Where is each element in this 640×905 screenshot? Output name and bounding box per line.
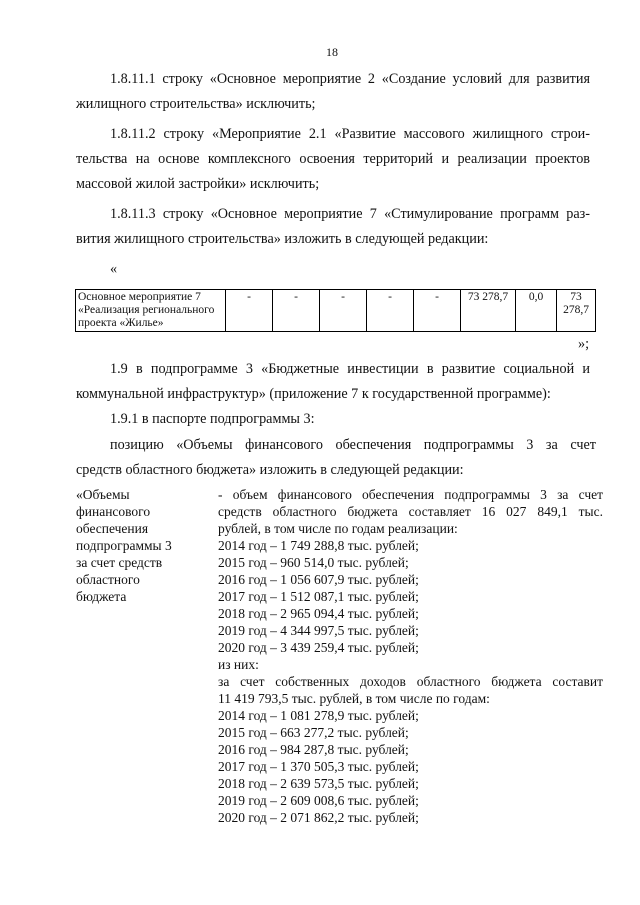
year-own-line: 2017 год – 1 370 505,3 тыс. рублей; (218, 759, 419, 774)
left-col-line: обеспечения (76, 521, 149, 536)
year-total-line: 2019 год – 4 344 997,5 тыс. рублей; (218, 623, 419, 638)
left-col-line: областного (76, 572, 140, 587)
close-quote: »; (578, 336, 590, 352)
para-1-9-line1: 1.9 в подпрограмме 3 «Бюджетные инвестиции в развитие социальной и (110, 361, 590, 377)
table-cell-2: - (273, 290, 320, 332)
year-total-line: 2017 год – 1 512 087,1 тыс. рублей; (218, 589, 419, 604)
para-1-9-line2: коммунальной инфраструктур» (приложение 7 к государственной программе): (76, 386, 551, 402)
year-total-line: 2014 год – 1 749 288,8 тыс. рублей; (218, 538, 419, 553)
table-cell-3: - (320, 290, 367, 332)
of-them-label: из них: (218, 657, 259, 672)
para-position-line1: позицию «Объемы финансового обеспечения подпрограммы 3 за счет (110, 437, 596, 453)
para-1-8-11-2-line2: тельства на основе комплексного освоения территорий и реализации проектов (76, 151, 590, 167)
year-total-line: 2016 год – 1 056 607,9 тыс. рублей; (218, 572, 419, 587)
year-total-line: 2020 год – 3 439 259,4 тыс. рублей; (218, 640, 419, 655)
left-col-line: за счет средств (76, 555, 163, 570)
para-1-8-11-1-line2: жилищного строительства» исключить; (76, 96, 316, 112)
year-own-line: 2015 год – 663 277,2 тыс. рублей; (218, 725, 409, 740)
open-quote: « (110, 261, 118, 277)
own-income-line1: за счет собственных доходов областного бюджета составит (218, 674, 603, 689)
table-cell-6: 73 278,7 (461, 290, 516, 332)
table-row (76, 290, 596, 332)
year-own-line: 2019 год – 2 609 008,6 тыс. рублей; (218, 793, 419, 808)
own-income-line2: 11 419 793,5 тыс. рублей, в том числе по годам: (218, 691, 490, 706)
right-intro-line2: средств областного бюджета составляет 16 027 849,1 тыс. (218, 504, 603, 519)
activity-name-line3: проекта «Жилье» (78, 317, 164, 329)
table-cell-1: - (226, 290, 273, 332)
table-cell-5: - (414, 290, 461, 332)
year-total-line: 2018 год – 2 965 094,4 тыс. рублей; (218, 606, 419, 621)
para-1-8-11-2-line1: 1.8.11.2 строку «Мероприятие 2.1 «Развитие массового жилищного строи- (110, 126, 590, 142)
activity-name-cell (76, 290, 226, 332)
right-intro-line1: - объем финансового обеспечения подпрограммы 3 за счет (218, 487, 603, 502)
para-1-8-11-2-line3: массовой жилой застройки» исключить; (76, 176, 320, 192)
para-position-line2: средств областного бюджета» изложить в следующей редакции: (76, 462, 464, 478)
left-col-line: подпрограммы 3 (76, 538, 172, 553)
activity-table (75, 289, 596, 332)
year-own-line: 2014 год – 1 081 278,9 тыс. рублей; (218, 708, 419, 723)
para-1-8-11-3-line2: вития жилищного строительства» изложить в следующей редакции: (76, 231, 489, 247)
para-1-8-11-3-line1: 1.8.11.3 строку «Основное мероприятие 7 «Стимулирование программ раз- (110, 206, 590, 222)
right-intro-line3: рублей, в том числе по годам реализации: (218, 521, 458, 536)
page-number: 18 (326, 45, 338, 59)
year-own-line: 2020 год – 2 071 862,2 тыс. рублей; (218, 810, 419, 825)
year-total-line: 2015 год – 960 514,0 тыс. рублей; (218, 555, 409, 570)
left-col-line: финансового (76, 504, 151, 519)
year-own-line: 2018 год – 2 639 573,5 тыс. рублей; (218, 776, 419, 791)
activity-name-line1: Основное мероприятие 7 (78, 291, 201, 303)
left-col-line: «Объемы (76, 487, 130, 502)
para-1-9-1: 1.9.1 в паспорте подпрограммы 3: (110, 411, 315, 427)
table-cell-4: - (367, 290, 414, 332)
table-cell-8: 73 278,7 (557, 290, 596, 332)
left-col-line: бюджета (76, 589, 127, 604)
year-own-line: 2016 год – 984 287,8 тыс. рублей; (218, 742, 409, 757)
para-1-8-11-1-line1: 1.8.11.1 строку «Основное мероприятие 2 «Создание условий для развития (110, 71, 590, 87)
passport-right-column (218, 486, 603, 826)
table-cell-7: 0,0 (516, 290, 557, 332)
passport-left-column (76, 486, 172, 605)
activity-name-line2: «Реализация регионального (78, 304, 215, 316)
